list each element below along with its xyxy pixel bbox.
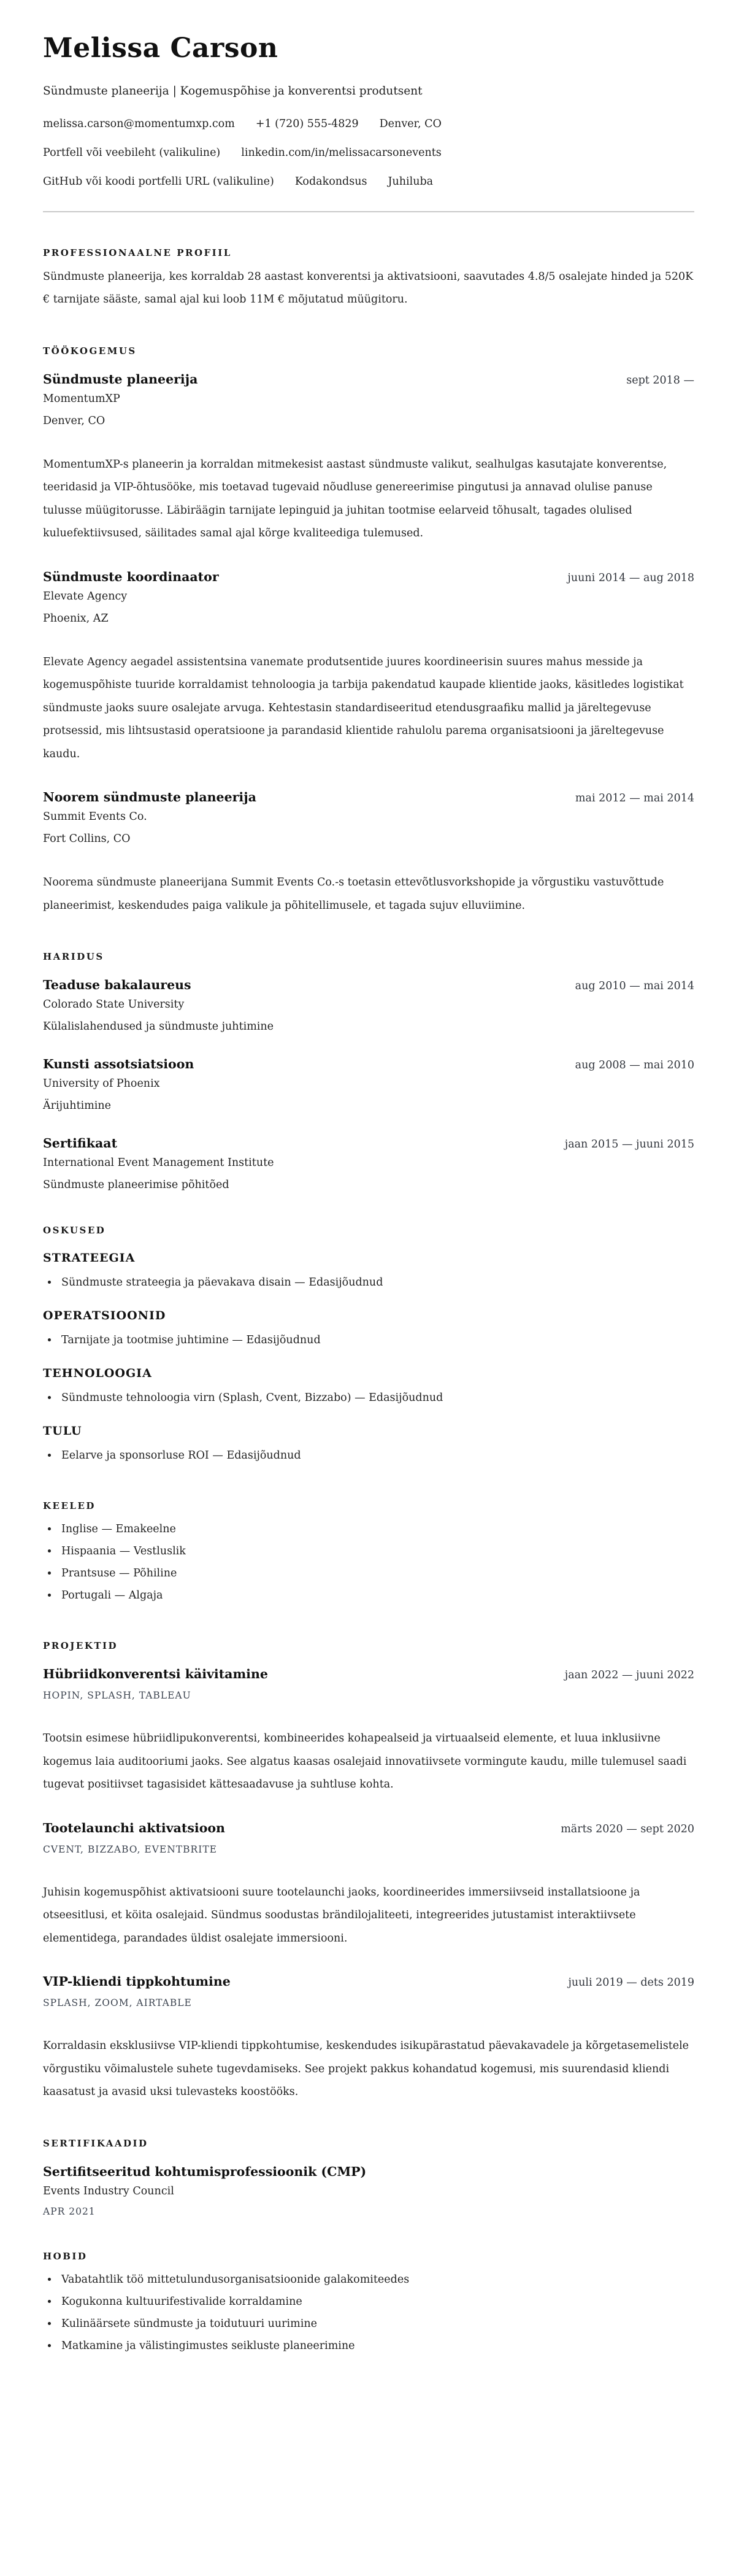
portfolio-label: Portfell või veebileht (valikuline) — [43, 146, 221, 159]
project-head — [43, 1821, 694, 1835]
section-hobbies — [43, 2251, 694, 2357]
section-heading-profile: PROFESSIONAALNE PROFIIL — [43, 247, 232, 258]
project-dates: jaan 2022 — juuni 2022 — [564, 1669, 694, 1682]
skill-list — [43, 1271, 694, 1294]
certification-entry — [43, 2164, 694, 2217]
section-heading-skills: OSKUSED — [43, 1225, 106, 1236]
project-description: Korraldasin eksklusiivse VIP-kliendi tippkohtumise, keskendudes isikupärastatud päevakavadele ja kõrgetasemelistele võrgustiku võimalustele suhete tugevdamiseks. See projekt pakkus kohandatud kogemusi, mis suurendasid kliendi kaasatust ja avasid uksi tulevasteks koostööks. — [43, 2040, 689, 2099]
skill-list — [43, 1329, 694, 1351]
header-divider — [43, 211, 694, 212]
certification-title: Sertifitseeritud kohtumisprofessioonik (CMP) — [43, 2164, 367, 2179]
project-description: Juhisin kogemuspõhist aktivatsiooni suure tootelaunchi jaoks, koordineerides immersiivseid installatsioone ja otseesitlusi, et köita osalejaid. Sündmus soodustas brändilojaliteeti, integreerides jutustamist interaktiivsete elementidega, parandades üldist osalejate immersiooni. — [43, 1886, 640, 1945]
contact-row-2 — [43, 147, 694, 159]
job-title: Sündmuste planeerija — [43, 371, 198, 387]
list-item: Kogukonna kultuurifestivalide korraldamine — [43, 2291, 694, 2313]
project-tools: CVENT, BIZZABO, EVENTBRITE — [43, 1843, 217, 1855]
job-location: Fort Collins, CO — [43, 833, 131, 846]
list-item: Inglise — Emakeelne — [43, 1518, 694, 1540]
job-head — [43, 569, 694, 584]
section-education — [43, 951, 694, 1191]
section-heading-projects: PROJEKTID — [43, 1640, 118, 1652]
skill-category: OPERATSIOONID — [43, 1309, 166, 1323]
person-name: Melissa Carson — [43, 33, 278, 64]
job-entry — [43, 790, 694, 917]
education-title: Sertifikaat — [43, 1136, 118, 1151]
education-school: University of Phoenix — [43, 1078, 160, 1090]
section-heading-education: HARIDUS — [43, 951, 104, 963]
section-experience — [43, 345, 694, 918]
project-head — [43, 1667, 694, 1681]
job-company: Elevate Agency — [43, 590, 128, 603]
job-description: Noorema sündmuste planeerijana Summit Events Co.-s toetasin ettevõtlusvorkshopide ja võrgustiku vastuvõttude planeerimist, keskendudes paiga valikule ja põhitellimusele, et tagada sujuv elluviimine. — [43, 876, 664, 912]
job-company: Summit Events Co. — [43, 811, 147, 823]
list-item: Kulinäärsete sündmuste ja toidutuuri uurimine — [43, 2313, 694, 2335]
education-head — [43, 1057, 694, 1071]
hobby-list — [43, 2269, 694, 2357]
skill-list — [43, 1387, 694, 1409]
license-label: Juhiluba — [388, 175, 434, 188]
section-certifications — [43, 2138, 694, 2217]
language-list — [43, 1518, 694, 1606]
education-school: International Event Management Institute — [43, 1157, 274, 1170]
job-dates: sept 2018 — — [626, 374, 694, 387]
project-title: Tootelaunchi aktivatsioon — [43, 1820, 225, 1835]
certification-date: APR 2021 — [43, 2205, 96, 2217]
project-title: Hübriidkonverentsi käivitamine — [43, 1667, 268, 1682]
job-entry — [43, 372, 694, 546]
section-heading-languages: KEELED — [43, 1500, 96, 1512]
education-dates: aug 2008 — mai 2010 — [575, 1059, 694, 1072]
section-languages — [43, 1500, 694, 1606]
education-title: Kunsti assotsiatsioon — [43, 1057, 194, 1072]
email-text: melissa.carson@momentumxp.com — [43, 117, 235, 130]
contact-row-1 — [43, 118, 694, 130]
education-entry — [43, 978, 694, 1033]
project-entry — [43, 1821, 694, 1951]
job-location: Denver, CO — [43, 414, 105, 427]
education-dates: jaan 2015 — juuni 2015 — [564, 1138, 694, 1151]
job-dates: mai 2012 — mai 2014 — [575, 792, 694, 805]
location-text: Denver, CO — [379, 117, 442, 130]
section-heading-certifications: SERTIFIKAADID — [43, 2137, 148, 2149]
education-field: Sündmuste planeerimise põhitõed — [43, 1179, 229, 1192]
phone-text: +1 (720) 555-4829 — [255, 117, 359, 130]
education-field: Külalislahendused ja sündmuste juhtimine — [43, 1020, 274, 1033]
education-school: Colorado State University — [43, 998, 185, 1011]
skill-category: TEHNOLOOGIA — [43, 1367, 152, 1381]
skill-list — [43, 1444, 694, 1467]
section-heading-hobbies: HOBID — [43, 2250, 88, 2262]
job-head — [43, 790, 694, 804]
person-tagline: Sündmuste planeerija | Kogemuspõhise ja konverentsi produtsent — [43, 84, 423, 98]
list-item: Matkamine ja välistingimustes seikluste planeerimine — [43, 2335, 694, 2357]
job-title: Sündmuste koordinaator — [43, 569, 219, 584]
github-label: GitHub või koodi portfelli URL (valikuline) — [43, 175, 274, 188]
project-head — [43, 1974, 694, 1989]
section-skills — [43, 1225, 694, 1467]
job-description: MomentumXP-s planeerin ja korraldan mitmekesist aastast sündmuste valikut, sealhulgas kasutajate konverentse, teeridasid ja VIP-õhtusööke, mis toetavad tugevaid nõudluse genereerimise pingutusi ja annavad olulise panuse tulusse müügitorusse. Läbiräägin tarnijate lepinguid ja juhitan tootmise eelarveid tõhusalt, tagades olulised kuluefektiivsused, säilitades samal ajal kõrge kvaliteediga tulemused. — [43, 458, 667, 540]
list-item: Eelarve ja sponsorluse ROI — Edasijõudnud — [43, 1444, 694, 1467]
citizenship-label: Kodakondsus — [294, 175, 367, 188]
job-entry — [43, 569, 694, 766]
list-item: Sündmuste tehnoloogia virn (Splash, Cvent, Bizzabo) — Edasijõudnud — [43, 1387, 694, 1409]
job-description: Elevate Agency aegadel assistentsina vanemate produtsentide juures koordineerisin suures mahus messide ja kogemuspõhiste tuuride korraldamist tehnoloogia ja tarbija pakendatud kaupade klientide jaoks, käsitledes logistikat sündmuste jaoks suure osalejate arvuga. Kehtestasin standardiseeritud etendusgraafiku mallid ja järeltegevuse protsessid, mis lihtsustasid operatsioone ja parandasid klientide rahulolu parema organisatsiooni ja järeltegevuse kaudu. — [43, 655, 684, 760]
resume-header — [43, 33, 694, 212]
section-projects — [43, 1640, 694, 2104]
job-location: Phoenix, AZ — [43, 612, 109, 625]
education-entry — [43, 1057, 694, 1112]
job-dates: juuni 2014 — aug 2018 — [567, 571, 694, 584]
list-item: Prantsuse — Põhiline — [43, 1562, 694, 1584]
contact-row-3 — [43, 175, 694, 188]
skill-category: TULU — [43, 1424, 82, 1438]
linkedin-text: linkedin.com/in/melissacarsonevents — [241, 146, 442, 159]
list-item: Tarnijate ja tootmise juhtimine — Edasijõudnud — [43, 1329, 694, 1351]
list-item: Vabatahtlik töö mittetulundusorganisatsioonide galakomiteedes — [43, 2269, 694, 2291]
project-entry — [43, 1974, 694, 2104]
project-tools: SPLASH, ZOOM, AIRTABLE — [43, 1997, 192, 2009]
job-head — [43, 372, 694, 387]
project-entry — [43, 1667, 694, 1797]
job-title: Noorem sündmuste planeerija — [43, 790, 256, 805]
education-field: Ärijuhtimine — [43, 1100, 112, 1113]
section-heading-experience: TÖÖKOGEMUS — [43, 345, 137, 357]
job-company: MomentumXP — [43, 392, 120, 405]
list-item: Portugali — Algaja — [43, 1584, 694, 1606]
list-item: Hispaania — Vestluslik — [43, 1540, 694, 1562]
project-description: Tootsin esimese hübriidlipukonverentsi, kombineerides kohapealseid ja virtuaalseid elemente, et luua inklusiivne kogemus laia auditooriumi jaoks. See algatus kaasas osalejaid innovatiivsete vormingute kaudu, mille tulemusel saadi tugevat positiivset tagasisidet kättesaadavuse ja suhtluse kohta. — [43, 1732, 687, 1791]
education-entry — [43, 1136, 694, 1191]
education-dates: aug 2010 — mai 2014 — [575, 980, 694, 993]
project-tools: HOPIN, SPLASH, TABLEAU — [43, 1690, 191, 1702]
project-dates: juuli 2019 — dets 2019 — [568, 1976, 694, 1989]
project-dates: märts 2020 — sept 2020 — [561, 1822, 694, 1835]
certification-issuer: Events Industry Council — [43, 2185, 174, 2197]
skill-category: STRATEEGIA — [43, 1251, 136, 1265]
list-item: Sündmuste strateegia ja päevakava disain — Edasijõudnud — [43, 1271, 694, 1294]
education-title: Teaduse bakalaureus — [43, 978, 191, 993]
education-head — [43, 978, 694, 992]
project-title: VIP-kliendi tippkohtumine — [43, 1974, 231, 1989]
profile-text: Sündmuste planeerija, kes korraldab 28 aastast konverentsi ja aktivatsiooni, saavutades 4.8/5 osalejate hinded ja 520K € tarnijate sääste, samal ajal kui loob 11M € mõjutatud müügitoru. — [43, 270, 694, 306]
section-profile — [43, 247, 694, 312]
education-head — [43, 1136, 694, 1151]
